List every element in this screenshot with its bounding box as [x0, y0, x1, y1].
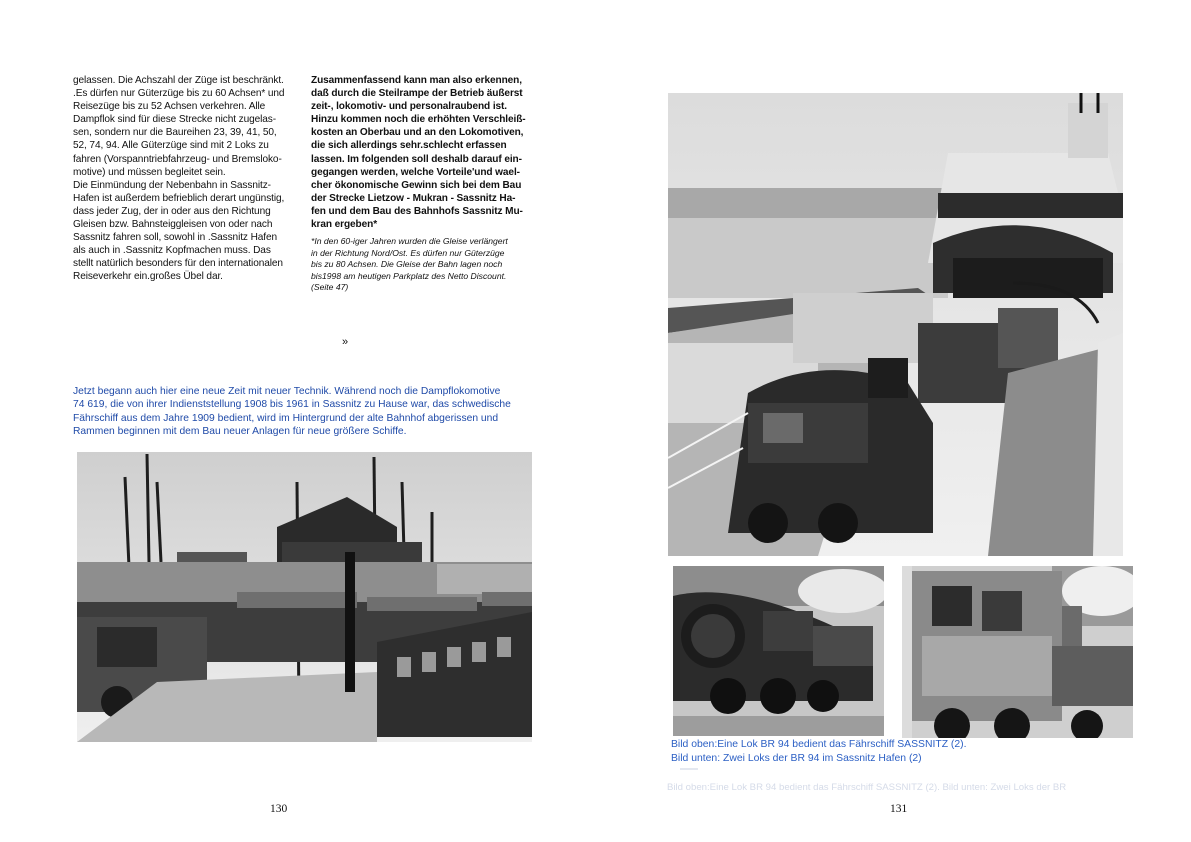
- text-line: Fährschiff aus dem Jahre 1909 bedient, wird im Hintergrund der alte Bahnhof abgerissen und: [73, 412, 499, 424]
- text-line: Reisezüge bis zu 52 Achsen verkehren. Alle: [73, 101, 266, 113]
- text-line: 52, 74, 94. Alle Güterzüge sind mit 2 Loks zu: [73, 140, 269, 152]
- text-line: die sich allerdings sehr.schlecht erfassen: [311, 140, 507, 152]
- text-line: als auch in .Sassnitz Kopfmachen muss. Das: [73, 245, 271, 257]
- footnote-line: *In den 60-iger Jahren wurden die Gleise verlängert: [311, 236, 508, 246]
- page-number: 130: [270, 803, 288, 815]
- page-number: 131: [890, 803, 908, 815]
- text-column-left: [73, 74, 299, 284]
- text-line: der Strecke Lietzow - Mukran - Sassnitz Ha-: [311, 192, 516, 204]
- text-line: daß durch die Steilrampe der Betrieb äußerst: [311, 88, 523, 100]
- text-line: Hafen ist außerdem befrieblich derart ungünstig,: [73, 192, 285, 204]
- footnote-line: bis zu 80 Achsen. Die Gleise der Bahn lagen noch: [311, 259, 503, 270]
- photo-harbour-station: [77, 452, 532, 742]
- faint-mark: [680, 768, 698, 770]
- text-line: dass jeder Zug, der in oder aus den Richtung: [73, 205, 271, 217]
- bleed-through-text: Bild oben:Eine Lok BR 94 bedient das Fährschiff SASSNITZ (2). Bild unten: Zwei Loks der BR: [667, 782, 1067, 793]
- text-line: Sassnitz fahren soll, sowohl in .Sassnitz Hafen: [73, 232, 278, 244]
- text-line: lassen. Im folgenden soll deshalb darauf ein-: [311, 153, 522, 165]
- photo-locomotive-94571: [673, 566, 884, 736]
- text-line: Reiseverkehr ein.großes Übel dar.: [73, 271, 223, 283]
- left-page: [0, 0, 595, 842]
- blue-paragraph: [73, 385, 543, 439]
- text-line: kran ergeben*: [311, 219, 378, 231]
- text-line: gegangen werden, welche Vorteile'und wael-: [311, 166, 520, 178]
- text-line: Hinzu kommen noch die erhöhten Verschleiß-: [311, 114, 526, 126]
- text-line: sen, sondern nur die Baureihen 23, 39, 41, 50,: [73, 127, 277, 139]
- text-line: Zusammenfassend kann man also erkennen,: [311, 75, 522, 86]
- text-line: .Es dürfen nur Güterzüge bis zu 60 Achsen* und: [73, 88, 285, 100]
- text-column-right-bold: [311, 74, 537, 231]
- text-line: Die Einmündung der Nebenbahn in Sassnitz-: [73, 179, 271, 191]
- text-line: stellt natürlich besonders für den internationalen: [73, 258, 283, 270]
- caption-line: Bild oben:Eine Lok BR 94 bedient das Fährschiff SASSNITZ (2).: [671, 739, 967, 750]
- text-line: 74 619, die von ihrer Indienststellung 1908 bis 1961 in Sassnitz zu Hause war, das schwedische: [73, 399, 511, 411]
- footnote-line: bis1998 am heutigen Parkplatz des Netto Discount.: [311, 270, 507, 281]
- text-line: Jetzt begann auch hier eine neue Zeit mit neuer Technik. Während noch die Dampflokomotive: [73, 386, 501, 397]
- text-line: fahren (Vorspanntriebfahrzeug- und Bremsloko-: [73, 153, 282, 165]
- caption-line: Bild unten: Zwei Loks der BR 94 im Sassnitz Hafen (2): [671, 753, 922, 764]
- footnote-line: in der Richtung Nord/Ost. Es dürfen nur Güterzüge: [311, 247, 505, 258]
- text-line: fen und dem Bau des Bahnhofs Sassnitz Mu-: [311, 205, 523, 217]
- photo-locomotive-cab: [902, 566, 1133, 738]
- footnote-line: (Seite 47): [311, 282, 349, 293]
- text-line: gelassen. Die Achszahl der Züge ist beschränkt.: [73, 75, 284, 86]
- photo-caption: [671, 738, 967, 766]
- right-page: [596, 0, 1191, 842]
- text-line: cher ökonomische Gewinn sich bei dem Bau: [311, 179, 522, 191]
- text-line: zeit-, lokomotiv- und personalraubend ist.: [311, 101, 508, 113]
- text-line: kosten an Oberbau und an den Lokomotiven,: [311, 127, 524, 139]
- footnote: [311, 236, 537, 294]
- chevron-mark: »: [342, 336, 349, 348]
- text-line: Rammen beginnen mit dem Bau neuer Anlagen für neue größere Schiffe.: [73, 426, 407, 438]
- text-line: motive) und müssen begleitet sein.: [73, 166, 226, 178]
- photo-ferry-loading: [668, 93, 1123, 556]
- text-line: Gleisen bzw. Bahnsteiggleisen von oder nach: [73, 219, 273, 231]
- text-line: Dampflok sind für diese Strecke nicht zugelas-: [73, 114, 276, 126]
